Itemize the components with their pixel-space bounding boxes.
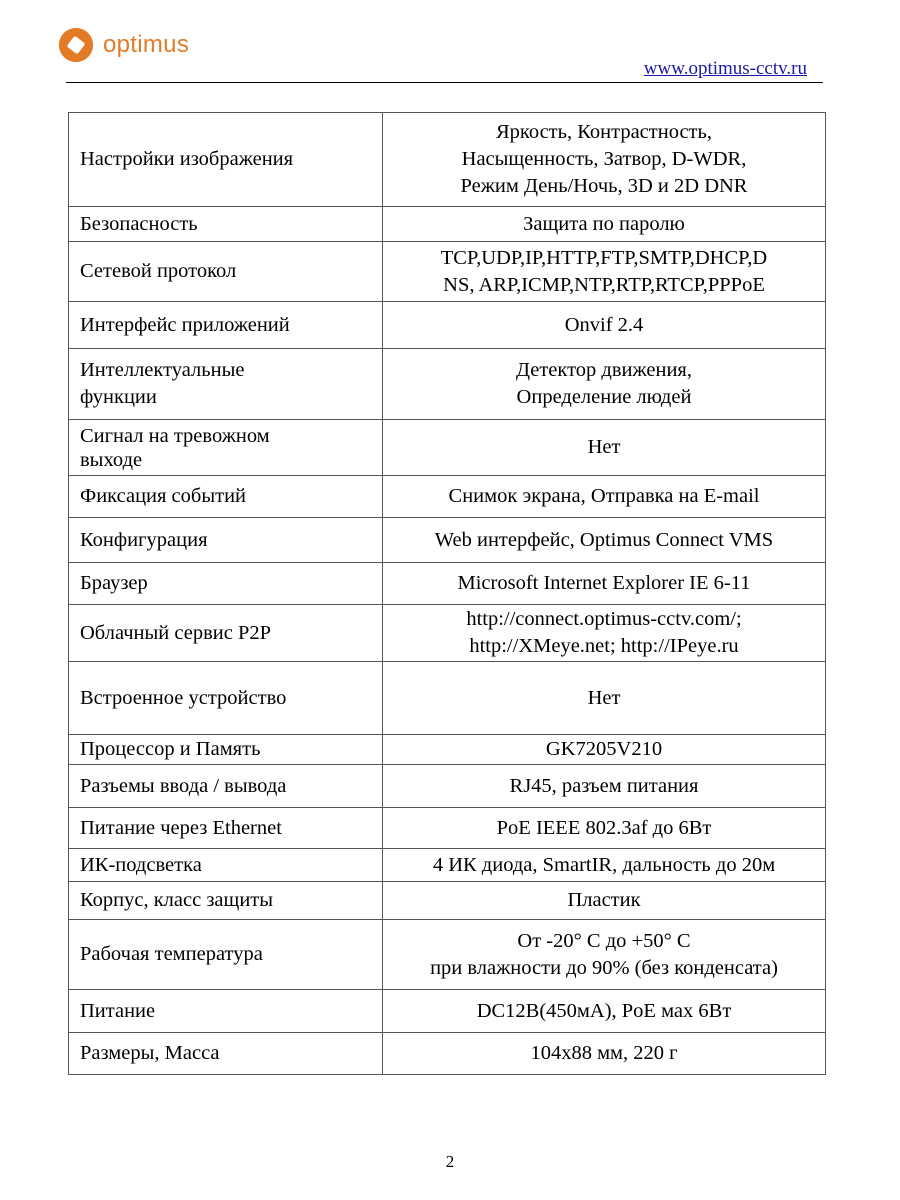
table-row	[69, 563, 826, 605]
spec-key: ИК-подсветка	[69, 849, 383, 882]
spec-key: Интеллектуальные функции	[69, 349, 383, 420]
spec-key: Безопасность	[69, 207, 383, 242]
spec-key: Фиксация событий	[69, 476, 383, 518]
header-divider	[66, 82, 823, 83]
table-row	[69, 990, 826, 1033]
brand-logo	[57, 25, 189, 65]
page-number: 2	[445, 1152, 455, 1171]
spec-key: Настройки изображения	[69, 113, 383, 207]
spec-value: Microsoft Internet Explorer IE 6-11	[383, 563, 826, 605]
spec-key: Интерфейс приложений	[69, 302, 383, 349]
table-row	[69, 735, 826, 765]
table-row	[69, 1033, 826, 1075]
spec-table	[68, 112, 826, 1075]
spec-value: Детектор движения, Определение людей	[383, 349, 826, 420]
spec-value: Web интерфейс, Optimus Connect VMS	[383, 518, 826, 563]
table-row	[69, 302, 826, 349]
spec-key: Сигнал на тревожном выходе	[69, 420, 383, 476]
spec-value: Снимок экрана, Отправка на E-mail	[383, 476, 826, 518]
table-row	[69, 113, 826, 207]
spec-key: Браузер	[69, 563, 383, 605]
spec-key: Сетевой протокол	[69, 242, 383, 302]
spec-key: Рабочая температура	[69, 920, 383, 990]
spec-value: 104x88 мм, 220 г	[383, 1033, 826, 1075]
spec-key: Облачный сервис P2P	[69, 605, 383, 662]
website-link[interactable]: www.optimus-cctv.ru	[643, 58, 807, 79]
spec-value: DC12В(450мА), PoE мах 6Вт	[383, 990, 826, 1033]
spec-value: RJ45, разъем питания	[383, 765, 826, 808]
spec-key: Процессор и Память	[69, 735, 383, 765]
spec-key: Питание через Ethernet	[69, 808, 383, 849]
spec-value: От -20° С до +50° С при влажности до 90% (без конденсата)	[383, 920, 826, 990]
spec-value: Нет	[383, 662, 826, 735]
spec-value: PoE IEEE 802.3af до 6Вт	[383, 808, 826, 849]
spec-value: Яркость, Контрастность, Насыщенность, Затвор, D-WDR, Режим День/Ночь, 3D и 2D DNR	[383, 113, 826, 207]
spec-value: TCP,UDP,IP,HTTP,FTP,SMTP,DHCP,D NS, ARP,ICMP,NTP,RTP,RTCP,PPPoE	[383, 242, 826, 302]
table-row	[69, 605, 826, 662]
spec-key: Конфигурация	[69, 518, 383, 563]
spec-value: Защита по паролю	[383, 207, 826, 242]
table-row	[69, 849, 826, 882]
optimus-logo-icon	[57, 26, 95, 64]
table-row	[69, 518, 826, 563]
spec-value: Пластик	[383, 882, 826, 920]
spec-key: Встроенное устройство	[69, 662, 383, 735]
table-row	[69, 808, 826, 849]
spec-value: 4 ИК диода, SmartIR, дальность до 20м	[383, 849, 826, 882]
spec-value: Нет	[383, 420, 826, 476]
brand-name: optimus	[103, 31, 190, 58]
spec-key: Разъемы ввода / вывода	[69, 765, 383, 808]
table-row	[69, 662, 826, 735]
table-row	[69, 920, 826, 990]
table-row	[69, 207, 826, 242]
spec-key: Размеры, Масса	[69, 1033, 383, 1075]
spec-value: Onvif 2.4	[383, 302, 826, 349]
table-row	[69, 349, 826, 420]
spec-key: Корпус, класс защиты	[69, 882, 383, 920]
table-row	[69, 765, 826, 808]
table-row	[69, 420, 826, 476]
spec-value: http://connect.optimus-cctv.com/; http://XMeye.net; http://IPeye.ru	[383, 605, 826, 662]
table-row	[69, 476, 826, 518]
spec-value: GK7205V210	[383, 735, 826, 765]
spec-key: Питание	[69, 990, 383, 1033]
table-row	[69, 882, 826, 920]
table-row	[69, 242, 826, 302]
